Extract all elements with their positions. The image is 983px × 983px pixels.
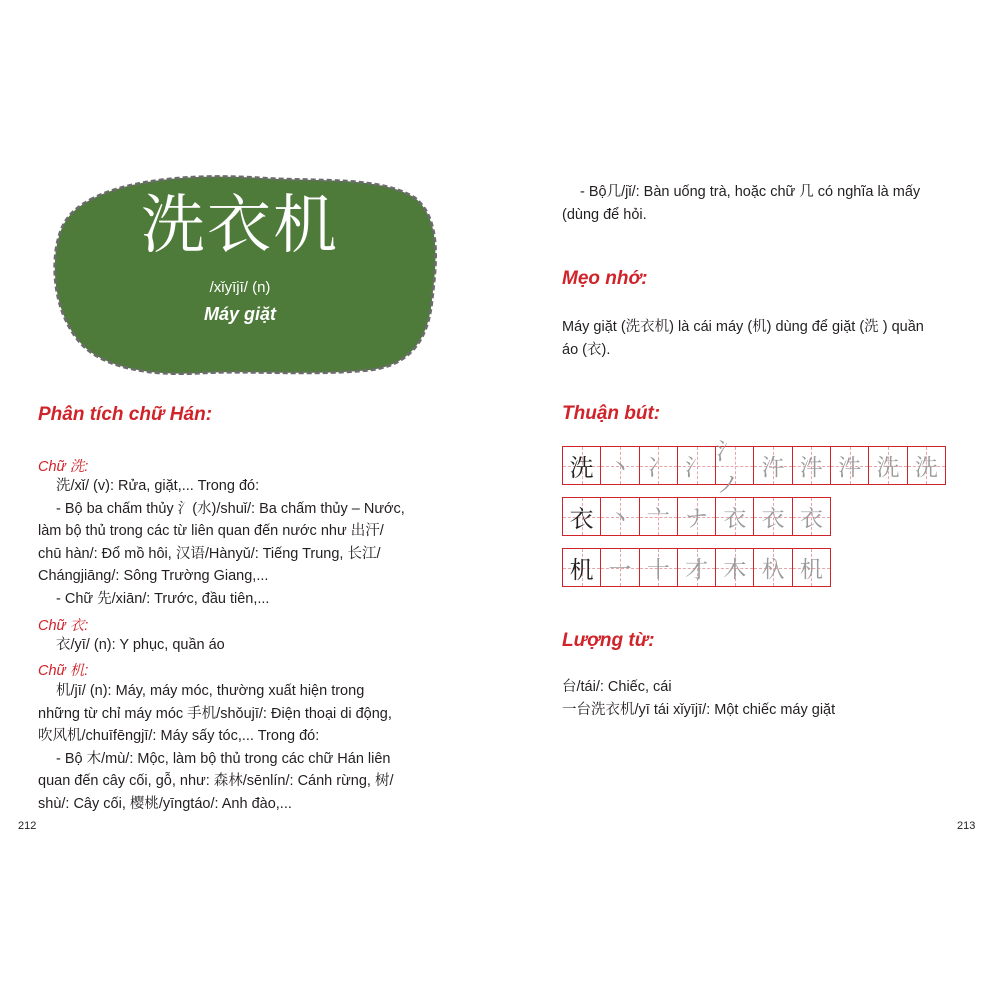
title-pinyin: /xǐyījī/ (n) xyxy=(209,279,271,296)
stroke-step-3 xyxy=(677,548,716,587)
char1-body xyxy=(38,475,438,611)
char1-para2-line4: Chángjiāng/: Sông Trường Giang,... xyxy=(38,568,269,585)
tip-line1: Máy giặt (洗衣机) là cái máy (机) dùng để giặt (洗 ) quần xyxy=(562,319,924,335)
stroke-step-5 xyxy=(753,446,792,485)
stroke-main-char-glyph: 衣 xyxy=(569,505,594,533)
stroke-step-2 xyxy=(639,548,678,587)
stroke-main-char xyxy=(562,548,601,587)
stroke-step-3 xyxy=(677,497,716,536)
stroke-step-4-glyph: 氵ノ xyxy=(716,438,740,498)
title-hanzi: 洗衣机 xyxy=(141,189,339,263)
stroke-step-3-glyph: ナ xyxy=(685,506,709,532)
stroke-step-5-glyph: 汻 xyxy=(761,455,785,481)
char3-body xyxy=(38,680,438,816)
char1-line3: - Chữ 先/xiān/: Trước, đầu tiên,... xyxy=(56,590,270,607)
continuation-line2: (dùng để hỏi. xyxy=(562,206,647,223)
char2-line1: 衣/yī/ (n): Y phục, quần áo xyxy=(56,637,225,653)
stroke-step-1-glyph: 丶 xyxy=(608,506,632,532)
continuation-line1: - Bộ几/jǐ/: Bàn uống trà, hoặc chữ 几 có nghĩa là mấy xyxy=(580,184,921,200)
measure-line1: 台/tái/: Chiếc, cái xyxy=(562,679,672,695)
continuation-text xyxy=(562,181,962,226)
stroke-step-9 xyxy=(907,446,946,485)
char3-para2-line1: - Bộ 木/mù/: Mộc, làm bộ thủ trong các chữ Hán liên xyxy=(56,750,391,767)
tip-text xyxy=(562,316,972,361)
stroke-step-6-glyph: 汼 xyxy=(799,455,823,481)
char1-para2-line3: chū hàn/: Đổ mồ hôi, 汉语/Hànyǔ/: Tiếng Trung, 长江/ xyxy=(38,545,381,562)
char1-line1: 洗/xǐ/ (v): Rửa, giặt,... Trong đó: xyxy=(56,478,260,494)
char3-para1-line3: 吹风机/chuīfēngjī/: Máy sấy tóc,... Trong đó: xyxy=(38,728,320,745)
stroke-step-3-glyph: 氵 xyxy=(685,455,709,481)
left-page xyxy=(0,0,491,983)
page-number-right: 213 xyxy=(957,820,976,832)
stroke-heading: Thuận bút: xyxy=(562,403,661,424)
stroke-row-2 xyxy=(562,497,830,536)
stroke-step-3 xyxy=(677,446,716,485)
stroke-step-8 xyxy=(868,446,907,485)
page-number-left: 212 xyxy=(18,820,37,832)
stroke-step-6-glyph: 衣 xyxy=(799,506,823,532)
char2-label: Chữ 衣: xyxy=(38,618,89,634)
stroke-step-1-glyph: 丶 xyxy=(608,455,632,481)
stroke-step-2-glyph: 十 xyxy=(646,557,670,583)
char3-para2-line2: quan đến cây cối, gỗ, như: 森林/sēnlín/: Cánh rừng, 树/ xyxy=(38,773,394,790)
title-meaning: Máy giặt xyxy=(203,304,277,324)
stroke-row-3 xyxy=(562,548,830,587)
char1-label: Chữ 洗: xyxy=(38,459,89,475)
stroke-step-6 xyxy=(792,497,831,536)
stroke-step-6 xyxy=(792,548,831,587)
stroke-step-2 xyxy=(639,497,678,536)
stroke-step-2 xyxy=(639,446,678,485)
char3-label: Chữ 机: xyxy=(38,663,89,679)
stroke-main-char xyxy=(562,446,601,485)
measure-text xyxy=(562,676,972,721)
char1-para2-line2: làm bộ thủ trong các từ liên quan đến nước như 出汗/ xyxy=(38,523,384,540)
stroke-step-4-glyph: 木 xyxy=(723,557,747,583)
stroke-main-char-glyph: 洗 xyxy=(569,454,594,482)
stroke-step-5 xyxy=(753,548,792,587)
analysis-heading: Phân tích chữ Hán: xyxy=(38,404,213,425)
stroke-step-1-glyph: 一 xyxy=(608,557,632,583)
stroke-step-5 xyxy=(753,497,792,536)
stroke-step-8-glyph: 洗 xyxy=(876,455,900,481)
stroke-row-1 xyxy=(562,438,945,498)
stroke-step-4 xyxy=(715,548,754,587)
stroke-step-7-glyph: 汼 xyxy=(838,455,862,481)
stroke-step-7 xyxy=(830,446,869,485)
stroke-step-4-glyph: 衣 xyxy=(723,506,747,532)
tip-line2: áo (衣). xyxy=(562,341,611,358)
char2-body xyxy=(38,634,438,657)
stroke-step-1 xyxy=(600,446,639,485)
char1-para2-line1: - Bộ ba chấm thủy 氵(水)/shuǐ/: Ba chấm thủy – Nước, xyxy=(56,500,405,517)
stroke-step-9-glyph: 洗 xyxy=(914,455,938,481)
stroke-step-5-glyph: 杁 xyxy=(761,557,785,583)
stroke-step-2-glyph: 亠 xyxy=(646,506,670,532)
stroke-step-1 xyxy=(600,548,639,587)
char3-para2-line3: shù/: Cây cối, 樱桃/yīngtáo/: Anh đào,... xyxy=(38,795,292,812)
tip-heading: Mẹo nhớ: xyxy=(562,268,648,289)
measure-heading: Lượng từ: xyxy=(562,630,655,651)
char3-para1-line2: những từ chỉ máy móc 手机/shǒujī/: Điện thoại di động, xyxy=(38,705,392,722)
measure-line2: 一台洗衣机/yī tái xǐyījī/: Một chiếc máy giặt xyxy=(562,701,836,718)
stroke-step-2-glyph: 冫 xyxy=(646,455,670,481)
stroke-step-1 xyxy=(600,497,639,536)
stroke-step-6-glyph: 机 xyxy=(799,557,823,583)
stroke-step-4 xyxy=(715,497,754,536)
stroke-step-5-glyph: 衣 xyxy=(761,506,785,532)
stroke-step-3-glyph: 才 xyxy=(685,557,709,583)
stroke-main-char-glyph: 机 xyxy=(569,556,594,584)
stroke-main-char xyxy=(562,497,601,536)
stroke-step-4 xyxy=(715,438,754,498)
stroke-step-6 xyxy=(792,446,831,485)
char3-para1-line1: 机/jī/ (n): Máy, máy móc, thường xuất hiện trong xyxy=(56,683,365,699)
